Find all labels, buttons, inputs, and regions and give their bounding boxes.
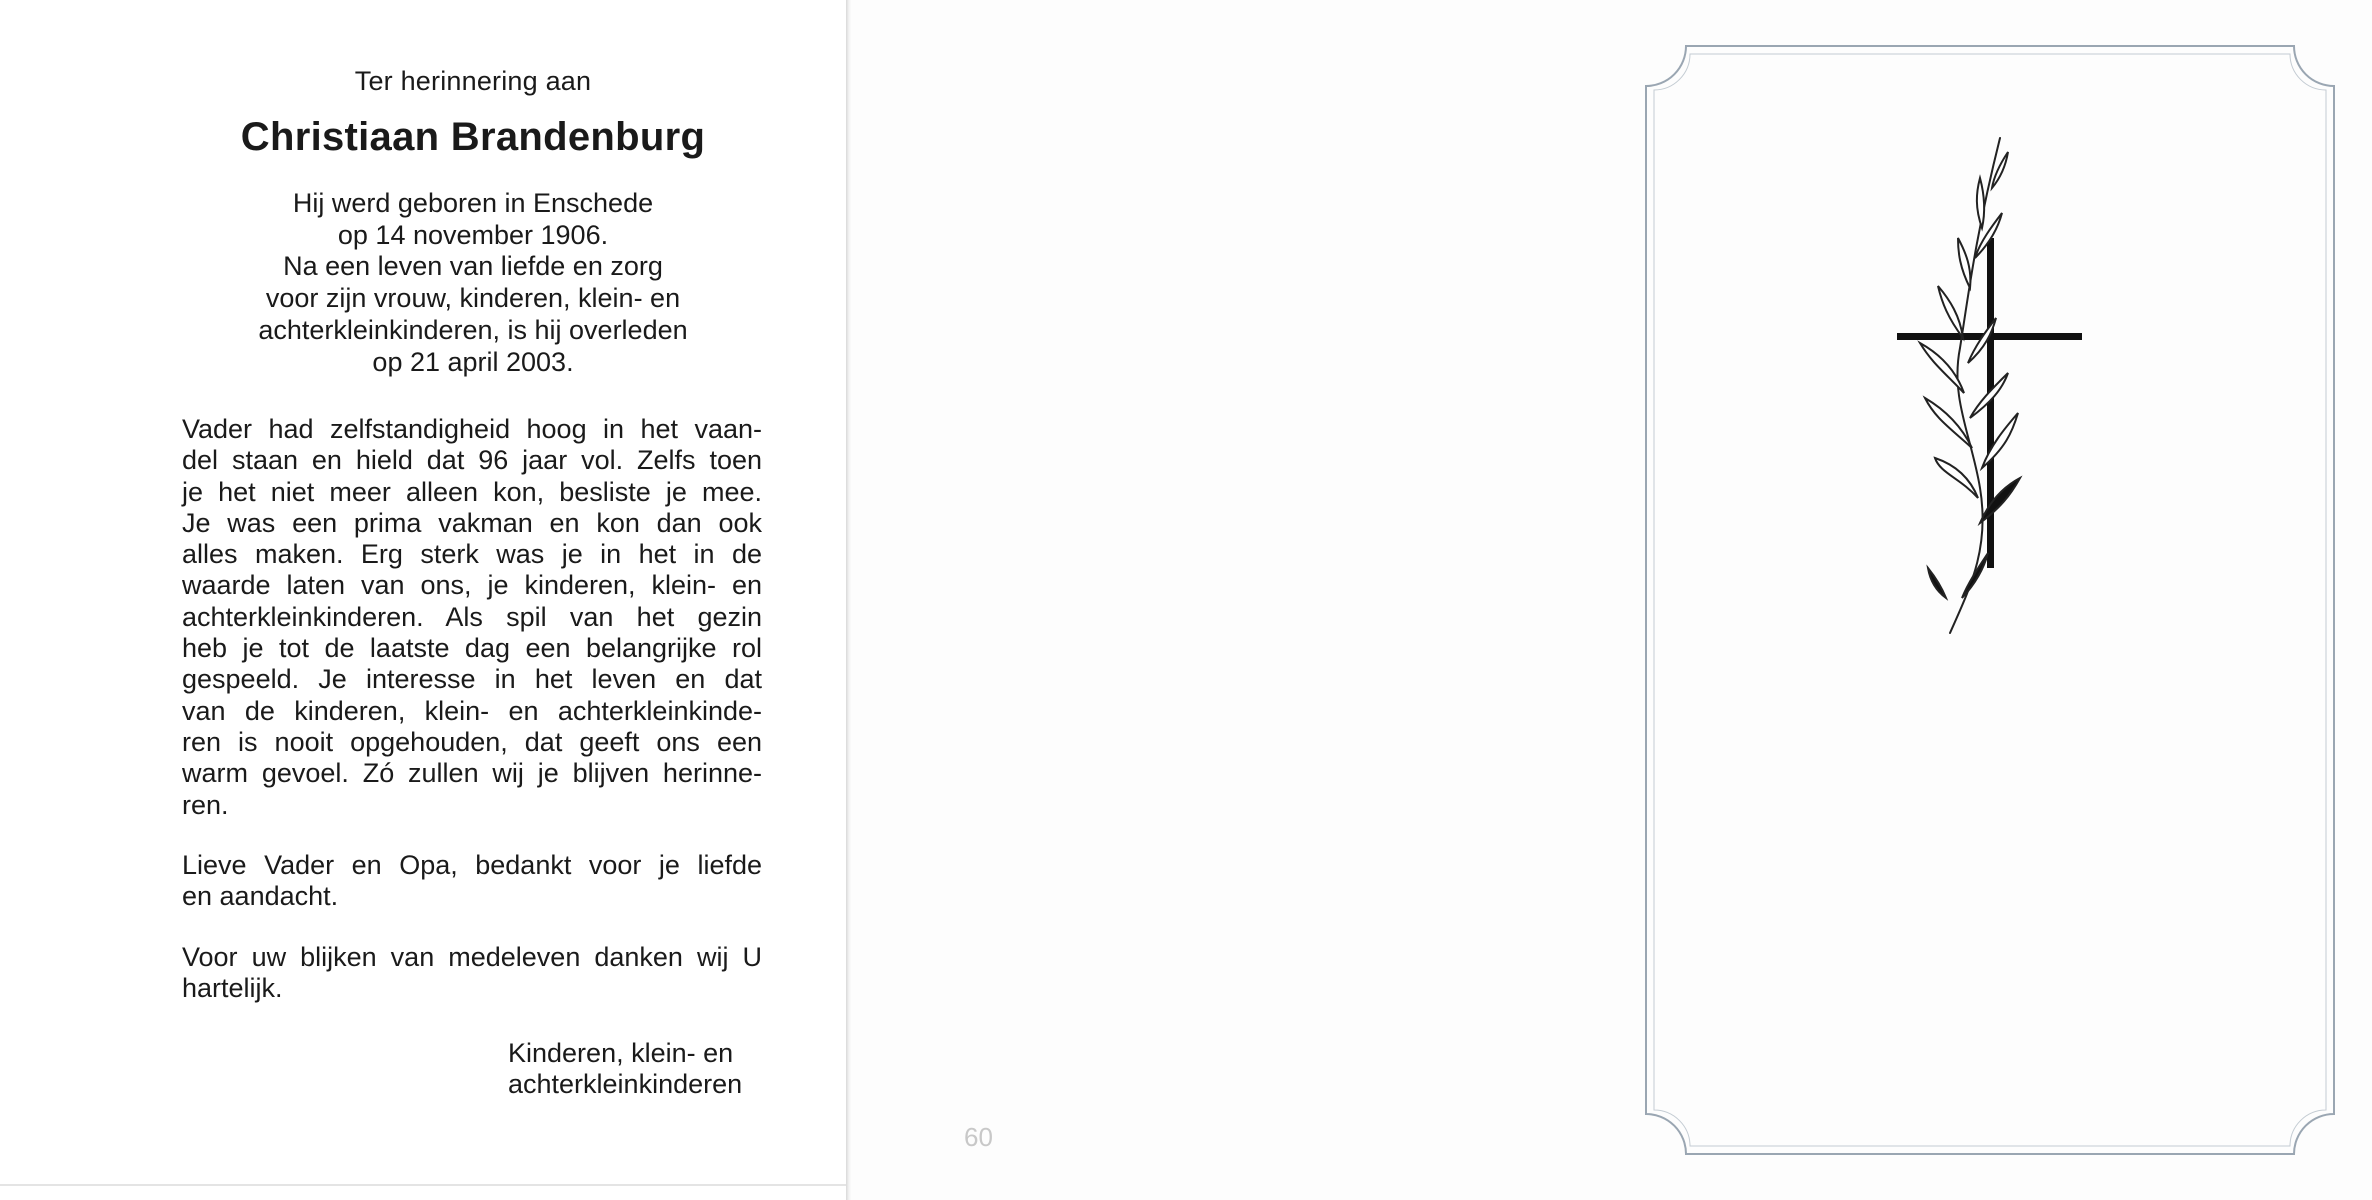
thanks-line: Lieve Vader en Opa, bedankt voor je liefde [182,850,762,880]
bio-block [0,188,946,378]
bio-line: Na een leven van liefde en zorg [283,251,663,282]
bio-line: op 14 november 1906. [337,219,609,250]
intro-line: Ter herinnering aan [354,66,592,96]
thanks-line: en aandacht. [182,881,339,912]
tribute-paragraph [182,414,762,821]
bio-line: achterkleinkinderen, is hij overleden [258,314,688,345]
condolence-line: Voor uw blijken van medeleven danken wij U [182,942,762,972]
page-edge-divider [0,1184,846,1186]
tribute-line: heb je tot de laatste dag een belangrijke rol [182,633,762,664]
signature-line: Kinderen, klein- en [508,1038,734,1068]
tribute-line: achterkleinkinderen. Als spil van het gezin [182,601,762,632]
tribute-line: del staan en hield dat 96 jaar vol. Zelfs toen [182,445,762,476]
bio-line: Hij werd geboren in Enschede [292,188,654,218]
cross-with-branch [1880,128,2090,648]
condolence-line: hartelijk. [182,973,283,1004]
olive-branch-icon [1920,138,2020,633]
signature-line: achterkleinkinderen [508,1069,743,1100]
thanks-paragraph [182,850,762,913]
deceased-name: Christiaan Brandenburg [240,115,706,159]
tribute-line: ren. [182,789,229,820]
bio-line: op 21 april 2003. [372,346,574,377]
tribute-line: waarde laten van ons, je kinderen, klein- en [182,570,762,601]
cross-icon [1897,238,2082,568]
tribute-line: Vader had zelfstandigheid hoog in het vaan- [182,414,762,444]
page-number: 60 [964,1122,993,1152]
tribute-line: van de kinderen, klein- en achterkleinkinde- [182,695,762,726]
tribute-line: alles maken. Erg sterk was je in het in de [182,539,762,570]
bio-line: voor zijn vrouw, kinderen, klein- en [265,283,681,314]
signature-block [508,1038,788,1101]
tribute-line: warm gevoel. Zó zullen wij je blijven herinne- [182,758,762,789]
tribute-line: ren is nooit opgehouden, dat geeft ons een [182,726,762,757]
tribute-line: gespeeld. Je interesse in het leven en dat [182,664,762,695]
tribute-line: Je was een prima vakman en kon dan ook [182,507,762,538]
condolence-paragraph [182,942,762,1005]
tribute-line: je het niet meer alleen kon, besliste je mee. [182,476,762,507]
